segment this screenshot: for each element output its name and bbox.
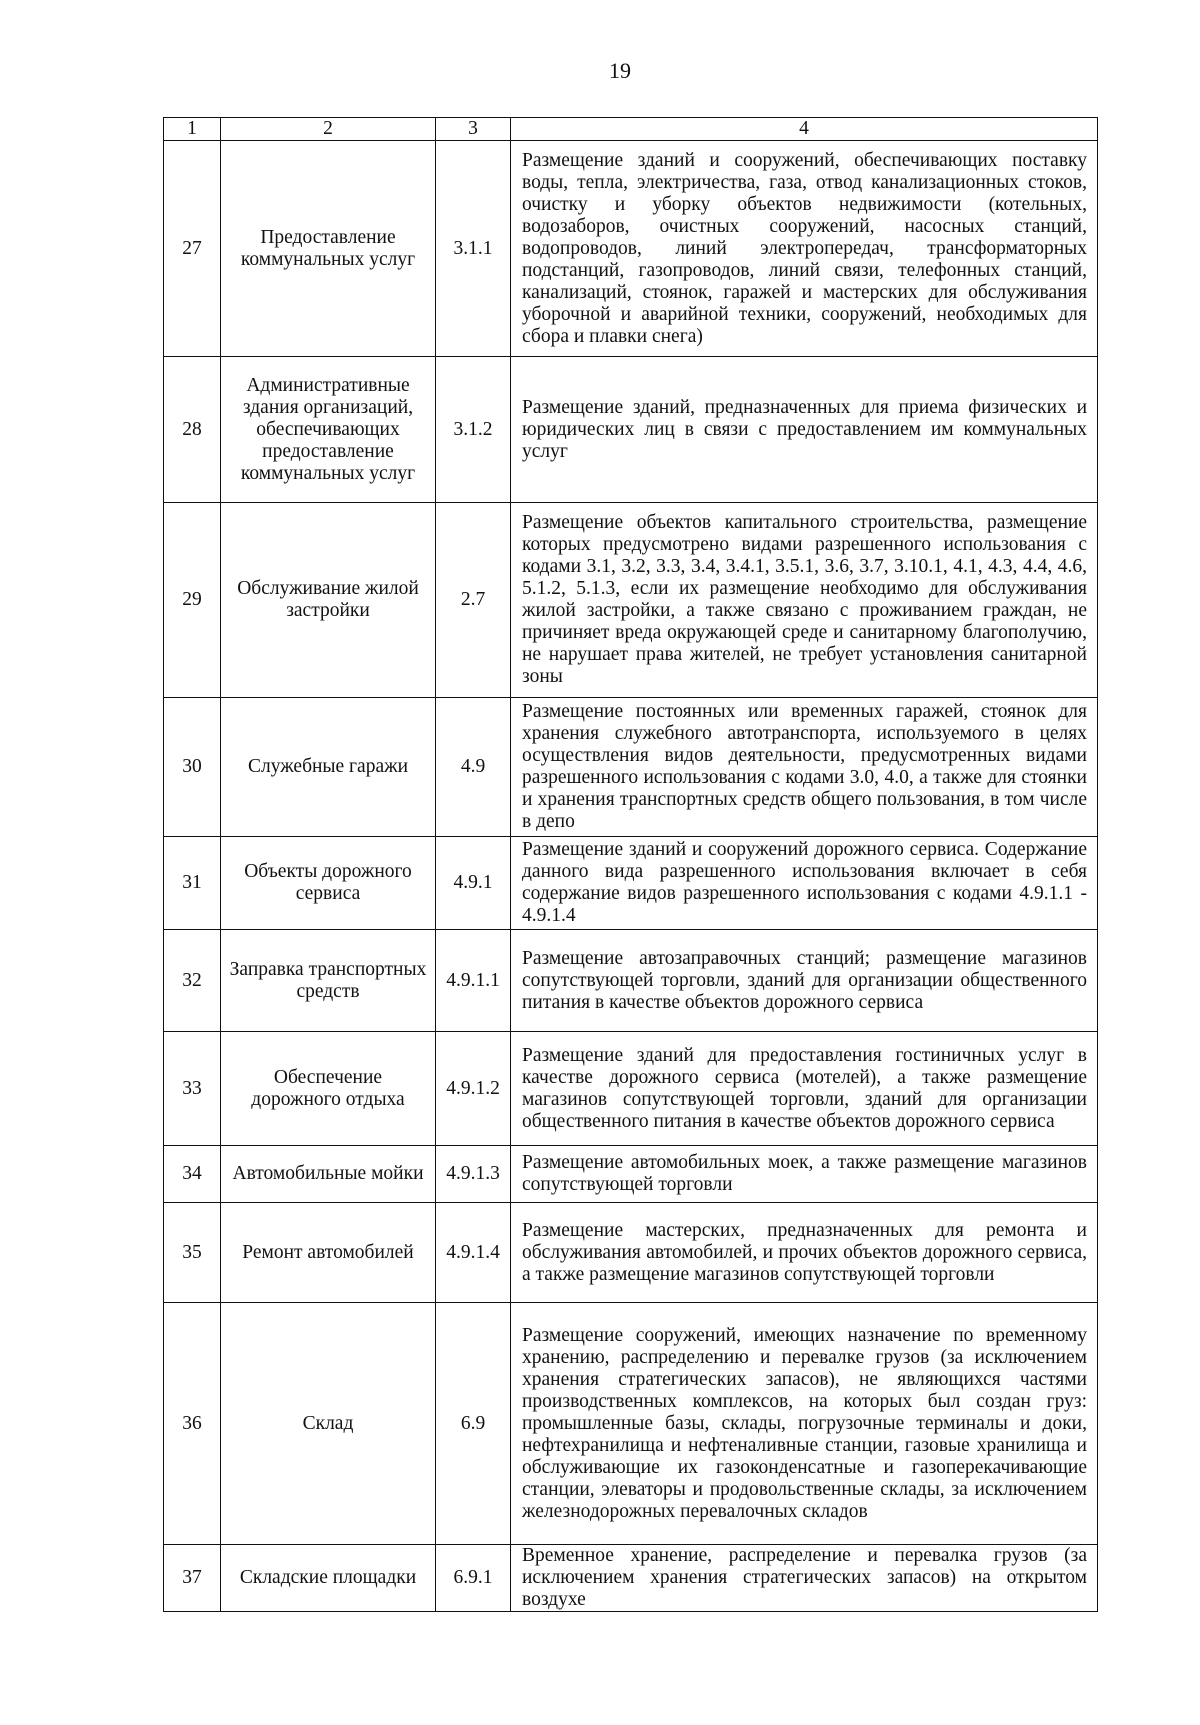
row-number: 27 — [164, 141, 221, 357]
row-code: 4.9.1 — [436, 837, 511, 930]
row-code: 3.1.2 — [436, 357, 511, 503]
row-code: 3.1.1 — [436, 141, 511, 357]
row-description: Размещение зданий, предназначенных для приема физических и юридических лиц в связи с предоставлением им коммунальных услуг — [511, 357, 1098, 503]
row-description: Размещение сооружений, имеющих назначение по временному хранению, распределению и перевалке грузов (за исключением хранения стратегических запасов), не являющихся частями производственных комплексов, на которых был создан груз: промышленные базы, склады, погрузочные терминалы и доки, нефтехранилища и нефтеналивные станции, газовые хранилища и обслуживающие их газоконденсатные и газоперекачивающие станции, элеваторы и продовольственные склады, за исключением железнодорожных перевалочных складов — [511, 1303, 1098, 1545]
table-row — [164, 1203, 1098, 1303]
row-name: Объекты дорожного сервиса — [221, 837, 436, 930]
row-number: 31 — [164, 837, 221, 930]
page-number: 19 — [609, 58, 631, 83]
row-name: Обслуживание жилой застройки — [221, 503, 436, 698]
row-code: 4.9.1.3 — [436, 1146, 511, 1203]
row-description: Размещение зданий для предоставления гостиничных услуг в качестве дорожного сервиса (мотелей), а также размещение магазинов сопутствующей торговли, зданий для организации общественного питания в качестве объектов дорожного сервиса — [511, 1032, 1098, 1146]
row-number: 29 — [164, 503, 221, 698]
row-name: Административные здания организаций, обеспечивающих предоставление коммунальных услуг — [221, 357, 436, 503]
row-name: Ремонт автомобилей — [221, 1203, 436, 1303]
row-description: Размещение зданий и сооружений, обеспечивающих поставку воды, тепла, электричества, газа, отвод канализационных стоков, очистку и уборку объектов недвижимости (котельных, водозаборов, очистных сооружений, насосных станций, водопроводов, линий электропередач, трансформаторных подстанций, газопроводов, линий связи, телефонных станций, канализаций, стоянок, гаражей и мастерских для обслуживания уборочной и аварийной техники, сооружений, необходимых для сбора и плавки снега) — [511, 141, 1098, 357]
row-description: Временное хранение, распределение и перевалка грузов (за исключением хранения стратегических запасов) на открытом воздухе — [511, 1545, 1098, 1612]
row-number: 36 — [164, 1303, 221, 1545]
row-name: Служебные гаражи — [221, 698, 436, 837]
row-number: 32 — [164, 930, 221, 1032]
row-number: 28 — [164, 357, 221, 503]
row-code: 4.9.1.2 — [436, 1032, 511, 1146]
row-name: Заправка транспортных средств — [221, 930, 436, 1032]
table-row — [164, 503, 1098, 698]
row-description: Размещение зданий и сооружений дорожного сервиса. Содержание данного вида разрешенного использования включает в себя содержание видов разрешенного использования с кодами 4.9.1.1 - 4.9.1.4 — [511, 837, 1098, 930]
row-number: 33 — [164, 1032, 221, 1146]
row-name: Обеспечение дорожного отдыха — [221, 1032, 436, 1146]
header-cell-name: 2 — [221, 118, 436, 141]
header-cell-code: 3 — [436, 118, 511, 141]
table-header-row — [164, 118, 1098, 141]
row-code: 2.7 — [436, 503, 511, 698]
row-number: 30 — [164, 698, 221, 837]
row-name: Склад — [221, 1303, 436, 1545]
row-description: Размещение постоянных или временных гаражей, стоянок для хранения служебного автотранспорта, используемого в целях осуществления видов деятельности, предусмотренных видами разрешенного использования с кодами 3.0, 4.0, а также для стоянки и хранения транспортных средств общего пользования, в том числе в депо — [511, 698, 1098, 837]
row-code: 4.9.1.4 — [436, 1203, 511, 1303]
row-description: Размещение автозаправочных станций; размещение магазинов сопутствующей торговли, зданий для организации общественного питания в качестве объектов дорожного сервиса — [511, 930, 1098, 1032]
row-number: 37 — [164, 1545, 221, 1612]
row-code: 6.9 — [436, 1303, 511, 1545]
table-row — [164, 357, 1098, 503]
row-name: Автомобильные мойки — [221, 1146, 436, 1203]
table-row — [164, 141, 1098, 357]
row-name: Складские площадки — [221, 1545, 436, 1612]
row-code: 4.9 — [436, 698, 511, 837]
header-cell-number: 1 — [164, 118, 221, 141]
row-number: 35 — [164, 1203, 221, 1303]
row-code: 6.9.1 — [436, 1545, 511, 1612]
table-row — [164, 1545, 1098, 1612]
land-use-table — [163, 117, 1098, 1612]
row-description: Размещение объектов капитального строительства, размещение которых предусмотрено видами разрешенного использования с кодами 3.1, 3.2, 3.3, 3.4, 3.4.1, 3.5.1, 3.6, 3.7, 3.10.1, 4.1, 4.3, 4.4, 4.6, 5.1.2, 5.1.3, если их размещение необходимо для обслуживания жилой застройки, а также связано с проживанием граждан, не причиняет вреда окружающей среде и санитарному благополучию, не нарушает права жителей, не требует установления санитарной зоны — [511, 503, 1098, 698]
table-row — [164, 1032, 1098, 1146]
table-row — [164, 1303, 1098, 1545]
header-cell-description: 4 — [511, 118, 1098, 141]
table-row — [164, 698, 1098, 837]
table-row — [164, 930, 1098, 1032]
row-description: Размещение мастерских, предназначенных для ремонта и обслуживания автомобилей, и прочих объектов дорожного сервиса, а также размещение магазинов сопутствующей торговли — [511, 1203, 1098, 1303]
table-row — [164, 837, 1098, 930]
table-row — [164, 1146, 1098, 1203]
row-number: 34 — [164, 1146, 221, 1203]
row-name: Предоставление коммунальных услуг — [221, 141, 436, 357]
row-description: Размещение автомобильных моек, а также размещение магазинов сопутствующей торговли — [511, 1146, 1098, 1203]
row-code: 4.9.1.1 — [436, 930, 511, 1032]
